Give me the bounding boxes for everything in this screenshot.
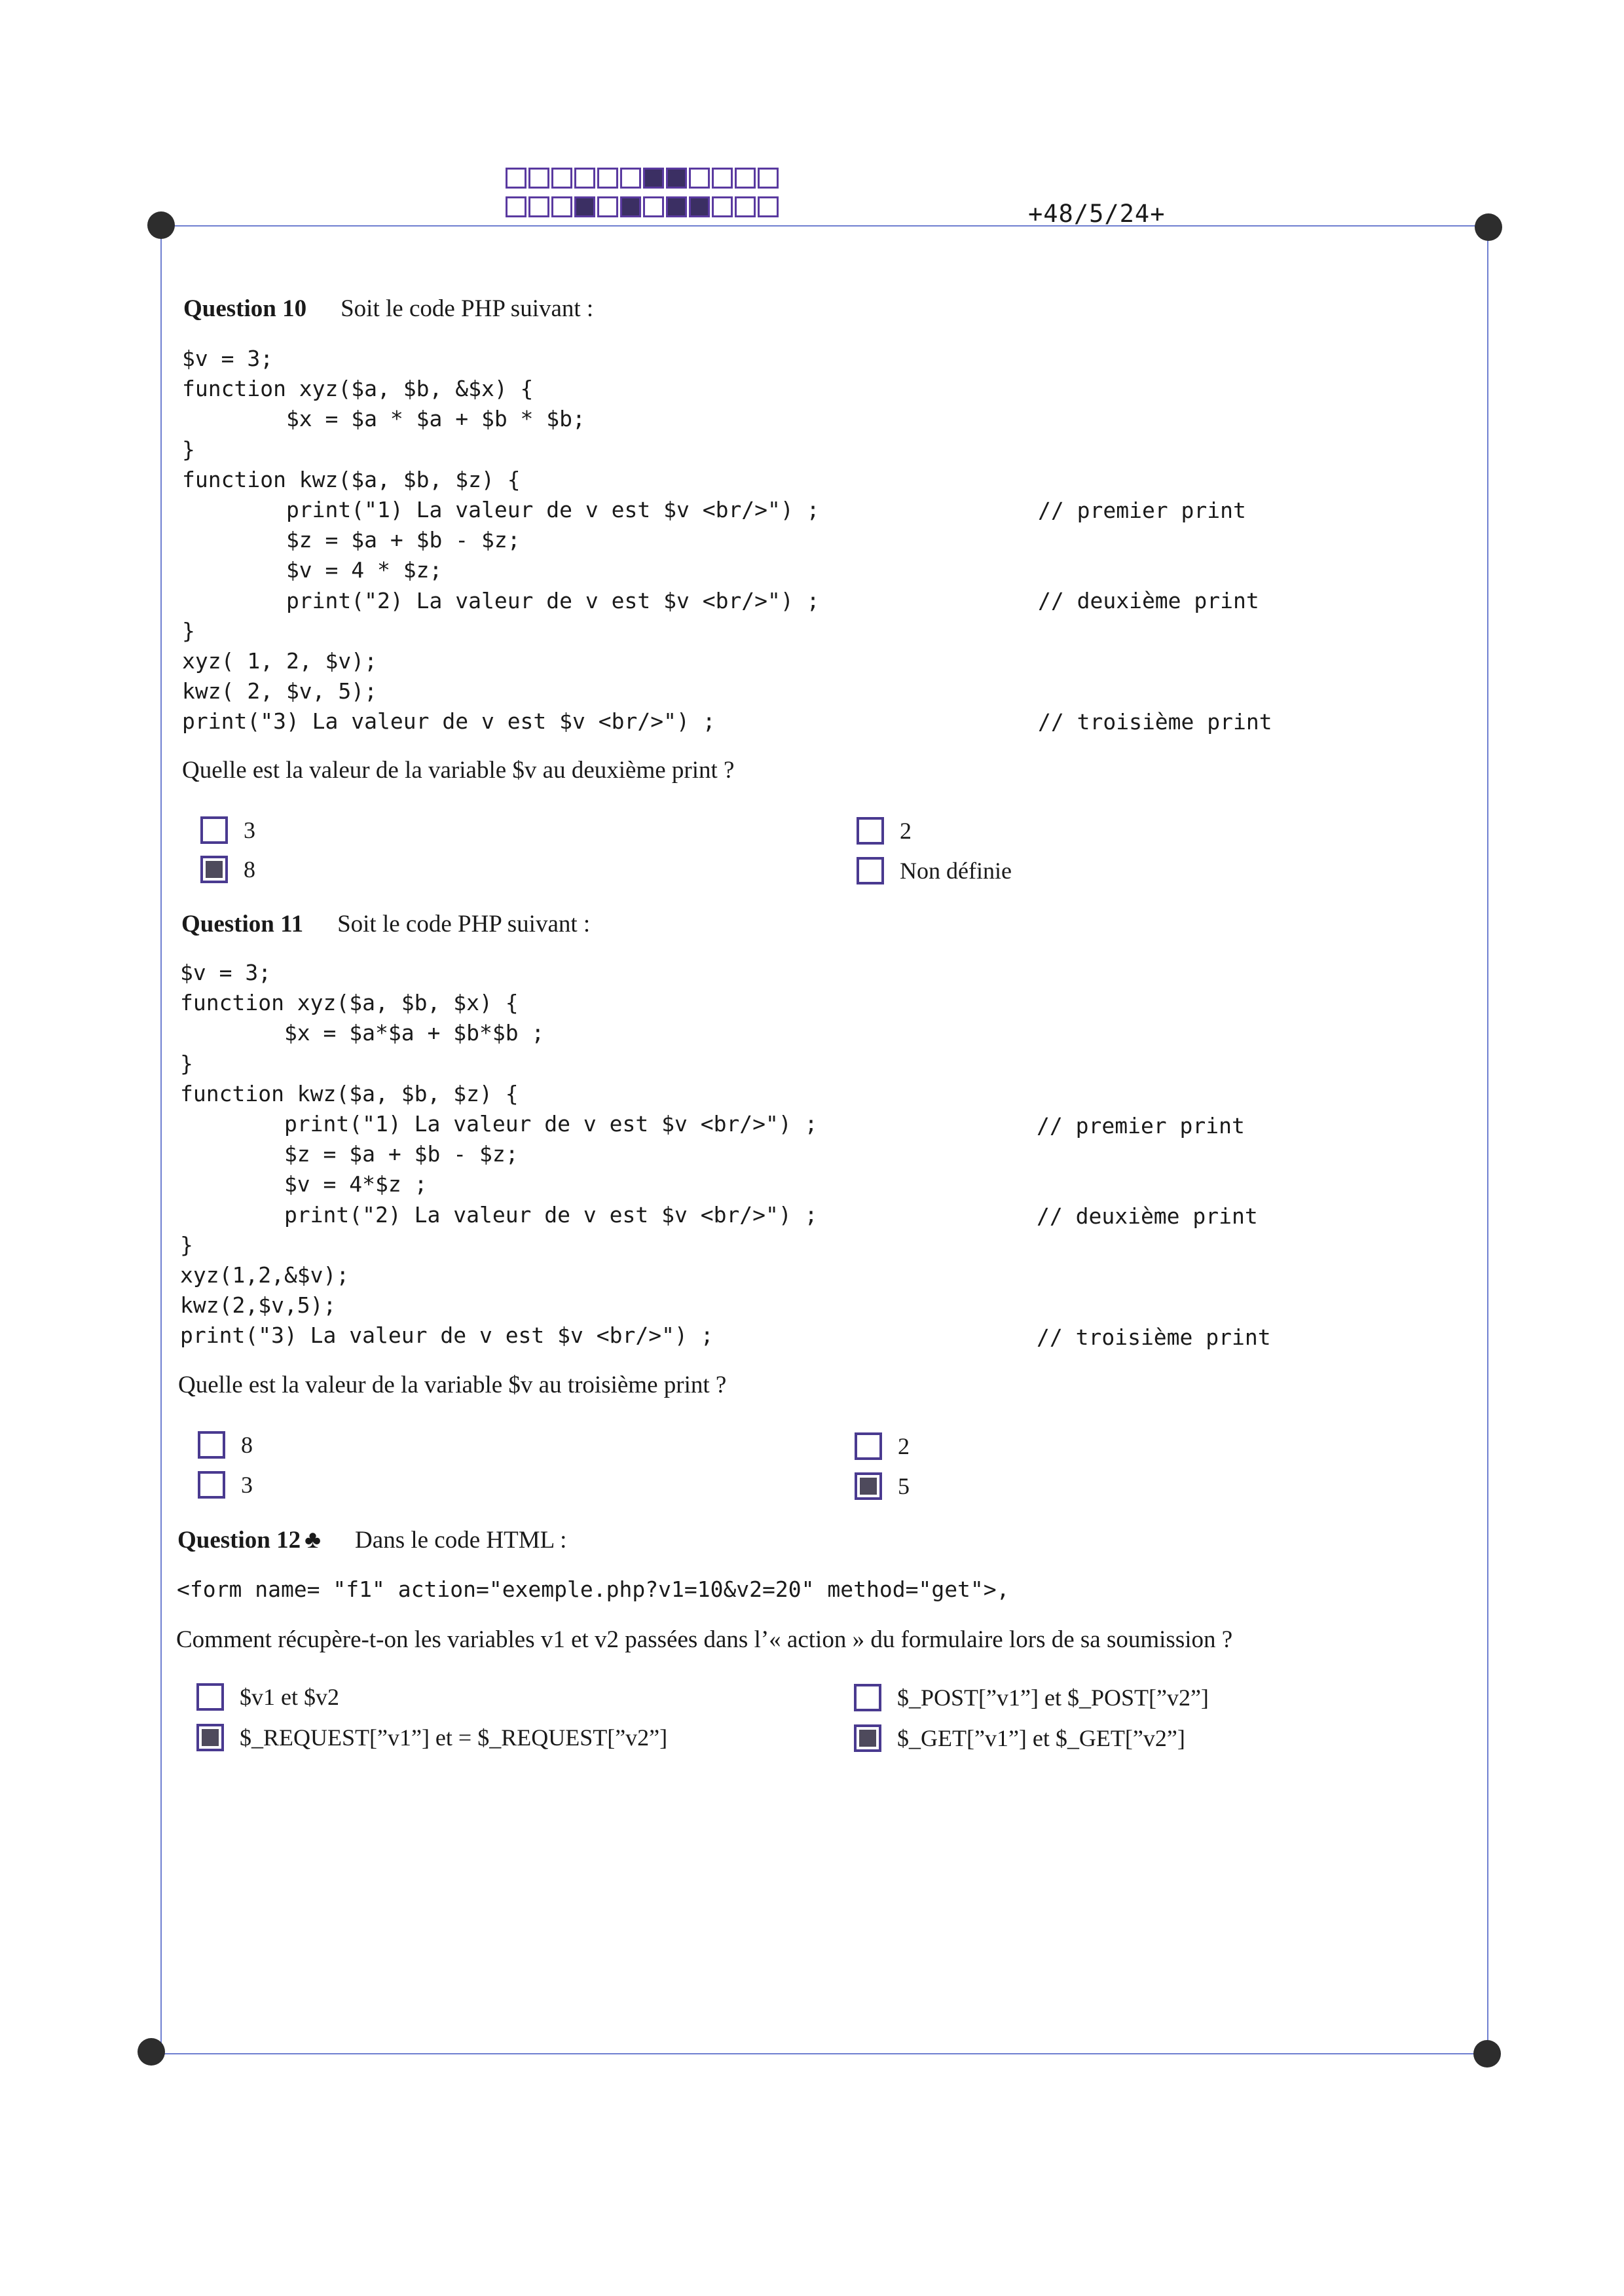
answer-checkbox[interactable] [857, 857, 884, 884]
answer-option[interactable] [855, 1472, 910, 1500]
answer-checkbox[interactable] [855, 1472, 882, 1500]
question-label: Question 10 [183, 295, 307, 322]
code-line: kwz(2,$v,5); [180, 1292, 337, 1319]
id-box [597, 168, 618, 189]
answer-label: 5 [898, 1473, 910, 1499]
code-line: $v = 4*$z ; [284, 1171, 428, 1197]
answer-label: $v1 et $v2 [240, 1684, 339, 1710]
id-box [528, 168, 549, 189]
code-line: print("1) La valeur de v est $v <br/>") ; [284, 1111, 818, 1137]
answer-label: 2 [900, 818, 912, 844]
answer-option[interactable] [196, 1724, 667, 1751]
code-comment: // troisième print [1038, 709, 1272, 735]
answer-checkbox[interactable] [200, 856, 228, 883]
code-line: function kwz($a, $b, $z) { [182, 466, 521, 492]
id-box [758, 196, 779, 217]
code-line: $z = $a + $b - $z; [286, 527, 521, 553]
id-box [597, 196, 618, 217]
code-line: xyz(1,2,&$v); [180, 1262, 350, 1288]
question-11-header [181, 910, 590, 938]
id-box [643, 168, 664, 189]
code-line: print("3) La valeur de v est $v <br/>") ; [180, 1322, 714, 1349]
answer-checkbox[interactable] [857, 817, 884, 845]
question-11-code [180, 958, 818, 1351]
frame-bottom [152, 2053, 1488, 2054]
student-id-boxes-row-1 [506, 168, 781, 189]
code-line: } [182, 617, 195, 644]
answer-option[interactable] [854, 1684, 1209, 1711]
frame-left [160, 225, 162, 2053]
id-box [712, 168, 733, 189]
answer-option[interactable] [200, 816, 255, 844]
answer-label: Non définie [900, 858, 1012, 884]
code-line: xyz( 1, 2, $v); [182, 648, 378, 674]
answer-option[interactable] [196, 1683, 339, 1711]
answer-checkbox[interactable] [200, 816, 228, 844]
code-line: $x = $a * $a + $b * $b; [286, 406, 585, 432]
answer-checkbox[interactable] [854, 1684, 881, 1711]
answer-label: $_POST[”v1”] et $_POST[”v2”] [897, 1685, 1209, 1711]
question-10-prompt: Quelle est la valeur de la variable $v au deuxième print ? [182, 757, 735, 784]
code-comment: // troisième print [1037, 1324, 1271, 1350]
answer-option[interactable] [857, 857, 1012, 884]
code-line: function xyz($a, $b, &$x) { [182, 376, 534, 402]
answer-label: 3 [244, 817, 255, 843]
id-box [666, 196, 687, 217]
corner-marker-top-right [1475, 213, 1502, 241]
code-line: } [180, 1231, 193, 1258]
answer-label: $_GET[”v1”] et $_GET[”v2”] [897, 1725, 1185, 1751]
answer-option[interactable] [854, 1724, 1185, 1752]
code-line: $x = $a*$a + $b*$b ; [284, 1020, 545, 1046]
answer-option[interactable] [198, 1471, 253, 1499]
code-line: print("3) La valeur de v est $v <br/>") ; [182, 708, 716, 735]
question-label: Question 12 [177, 1527, 301, 1554]
code-line: print("2) La valeur de v est $v <br/>") ; [286, 587, 820, 613]
id-box [574, 168, 595, 189]
answer-label: $_REQUEST[”v1”] et = $_REQUEST[”v2”] [240, 1724, 668, 1751]
id-box [620, 168, 641, 189]
question-10-header [183, 295, 593, 323]
code-line: } [182, 436, 195, 462]
code-line: print("1) La valeur de v est $v <br/>") ; [286, 497, 820, 523]
code-line: function kwz($a, $b, $z) { [180, 1080, 519, 1106]
question-12-prompt: Comment récupère-t-on les variables v1 et v2 passées dans l’« action » du formulaire lors de sa soumission ? [176, 1626, 1233, 1653]
code-comment: // premier print [1038, 498, 1246, 523]
answer-checkbox[interactable] [855, 1432, 882, 1460]
question-intro: Soit le code PHP suivant : [337, 911, 591, 938]
answer-option[interactable] [198, 1431, 253, 1459]
id-box [735, 196, 756, 217]
question-intro: Dans le code HTML : [355, 1527, 567, 1554]
id-box [735, 168, 756, 189]
code-line: $v = 4 * $z; [286, 557, 443, 583]
question-12-header [177, 1525, 566, 1554]
id-box [643, 196, 664, 217]
code-line: $v = 3; [180, 960, 272, 985]
code-line: print("2) La valeur de v est $v <br/>") ; [284, 1201, 818, 1228]
question-12-code: <form name= "f1" action="exemple.php?v1=10&v2=20" method="get">, [177, 1576, 1010, 1602]
id-box [574, 196, 595, 217]
student-id-boxes-row-2 [506, 196, 781, 217]
code-comment: // deuxième print [1038, 588, 1259, 613]
answer-label: 2 [898, 1433, 910, 1459]
id-box [506, 168, 526, 189]
id-box [620, 196, 641, 217]
frame-top [161, 225, 1488, 227]
answer-checkbox[interactable] [196, 1683, 224, 1711]
answer-label: 8 [241, 1432, 253, 1458]
answer-option[interactable] [857, 817, 912, 845]
answer-label: 8 [244, 856, 255, 883]
answer-option[interactable] [855, 1432, 910, 1460]
club-icon: ♣ [304, 1526, 322, 1554]
id-box [666, 168, 687, 189]
code-line: } [180, 1050, 193, 1076]
id-box [506, 196, 526, 217]
code-line: kwz( 2, $v, 5); [182, 678, 378, 704]
id-box [689, 196, 710, 217]
id-box [689, 168, 710, 189]
answer-checkbox[interactable] [198, 1471, 225, 1499]
question-11-prompt: Quelle est la valeur de la variable $v au troisième print ? [178, 1372, 727, 1398]
page-id: +48/5/24+ [1028, 200, 1166, 228]
answer-checkbox[interactable] [854, 1724, 881, 1752]
answer-option[interactable] [200, 856, 255, 883]
code-line: $v = 3; [182, 346, 274, 371]
answer-label: 3 [241, 1472, 253, 1498]
answer-checkbox[interactable] [198, 1431, 225, 1459]
code-line: $z = $a + $b - $z; [284, 1141, 519, 1167]
code-line: function xyz($a, $b, $x) { [180, 990, 519, 1016]
question-10-code [182, 344, 820, 737]
answer-checkbox[interactable] [196, 1724, 224, 1751]
id-box [551, 168, 572, 189]
corner-marker-bottom-right [1473, 2040, 1501, 2068]
question-label: Question 11 [181, 911, 304, 938]
id-box [528, 196, 549, 217]
corner-marker-bottom-left [138, 2038, 165, 2066]
code-comment: // premier print [1037, 1113, 1245, 1139]
id-box [551, 196, 572, 217]
id-box [758, 168, 779, 189]
frame-right [1487, 225, 1488, 2053]
question-intro: Soit le code PHP suivant : [341, 295, 594, 322]
corner-marker-top-left [147, 211, 175, 239]
code-comment: // deuxième print [1037, 1203, 1258, 1229]
id-box [712, 196, 733, 217]
